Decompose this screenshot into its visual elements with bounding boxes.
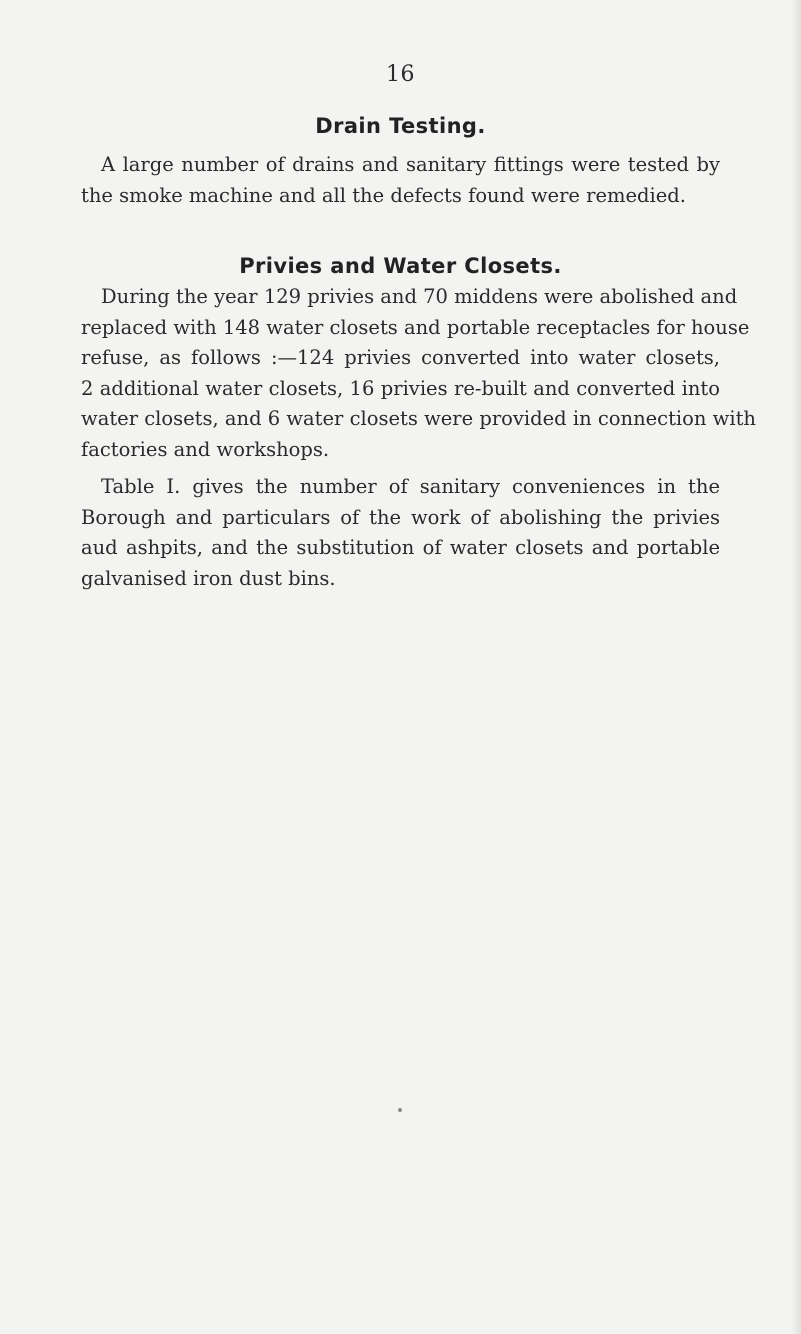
text-line: Table I. gives the number of sanitary conveniences in the	[101, 475, 720, 498]
paragraph-drain-testing	[81, 150, 720, 211]
page-edge-shadow	[791, 0, 801, 1334]
text-line: galvanised iron dust bins.	[81, 566, 336, 590]
section-heading-drain-testing: Drain Testing.	[315, 114, 486, 138]
text-line: A large number of drains and sanitary fittings were tested by	[101, 153, 720, 176]
text-line: Borough and particulars of the work of abolishing the privies	[81, 505, 720, 529]
text-line: 2 additional water closets, 16 privies re-built and converted into	[81, 376, 720, 400]
text-line: aud ashpits, and the substitution of water closets and portable	[81, 536, 720, 559]
text-line: the smoke machine and all the defects found were remedied.	[81, 183, 686, 207]
ink-speck	[398, 1108, 402, 1112]
text-line: replaced with 148 water closets and portable receptacles for house	[81, 315, 750, 339]
paragraph-privies-abolished	[81, 282, 756, 465]
text-line: During the year 129 privies and 70 middens were abolished and	[101, 285, 738, 308]
paragraph-table-reference	[81, 472, 720, 594]
page-number: 16	[386, 62, 415, 87]
section-heading-privies-water-closets: Privies and Water Closets.	[239, 254, 562, 278]
text-line: factories and workshops.	[81, 437, 330, 461]
text-line: refuse, as follows :—124 privies converted into water closets,	[81, 346, 720, 369]
text-line: water closets, and 6 water closets were provided in connection with	[81, 407, 756, 430]
